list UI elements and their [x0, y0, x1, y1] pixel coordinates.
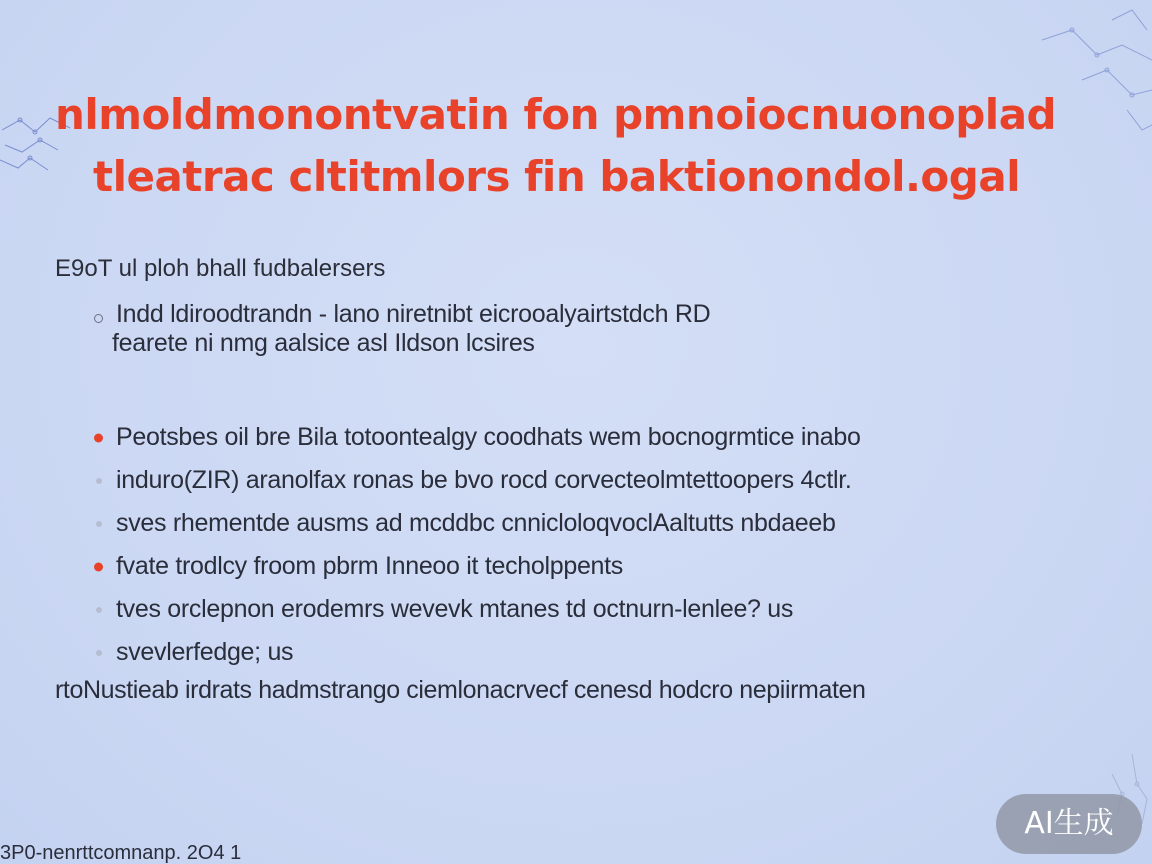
bullet-item — [94, 416, 1094, 459]
title-line-2: tleatrac cltitmlors fin baktionondol.ogal — [93, 152, 1021, 201]
bullet-item — [94, 588, 1094, 631]
bullet-text: tves orclepnon erodemrs wevevk mtanes td octnurn-lenlee? us — [116, 595, 794, 623]
red-bullet-icon — [94, 433, 103, 442]
red-bullet-icon — [94, 562, 103, 571]
slide-title — [55, 84, 1115, 208]
conclusion-text: rtoNustieab irdrats hadmstrango ciemlonacrvecf cenesd hodcro nepiirmaten — [55, 676, 866, 704]
bullet-list — [94, 300, 1094, 674]
bullet-item — [94, 502, 1094, 545]
bullet-item — [94, 545, 1094, 588]
footer-text: 3P0-nenrttcomnanp. 2O4 1 — [0, 842, 242, 864]
bullet-text-continued: fearete ni nmg aalsice asl Ildson lcsires — [112, 329, 535, 357]
bullet-text: induro(ZIR) aranolfax ronas be bvo rocd corvecteolmtettoopers 4ctlr. — [116, 466, 852, 494]
grey-bullet-icon — [96, 650, 102, 656]
hollow-bullet-icon — [94, 314, 103, 323]
bullet-text: sves rhementde ausms ad mcddbc cnnicloloqvoclAaltutts nbdaeeb — [116, 509, 836, 537]
grey-bullet-icon — [96, 607, 102, 613]
bullet-text: svevlerfedge; us — [116, 638, 294, 666]
grey-bullet-icon — [96, 521, 102, 527]
bullet-text: Indd ldiroodtrandn - lano niretnibt eicrooalyairtstdch RD — [116, 300, 711, 328]
ai-generated-badge: AI生成 — [996, 794, 1142, 854]
grey-bullet-icon — [96, 478, 102, 484]
bullet-item — [94, 459, 1094, 502]
bullet-item — [94, 300, 1094, 358]
subtitle: E9oT ul ploh bhall fudbalersers — [55, 255, 386, 282]
bullet-text: fvate trodlcy froom pbrm Inneoo it techolppents — [116, 552, 624, 580]
bullet-text: Peotsbes oil bre Bila totoontealgy coodhats wem bocnogrmtice inabo — [116, 423, 861, 451]
spacer — [94, 358, 1094, 416]
title-line-1: nlmoldmonontvatin fon pmnoiocnuonoplad — [55, 90, 1057, 139]
bullet-item — [94, 631, 1094, 674]
